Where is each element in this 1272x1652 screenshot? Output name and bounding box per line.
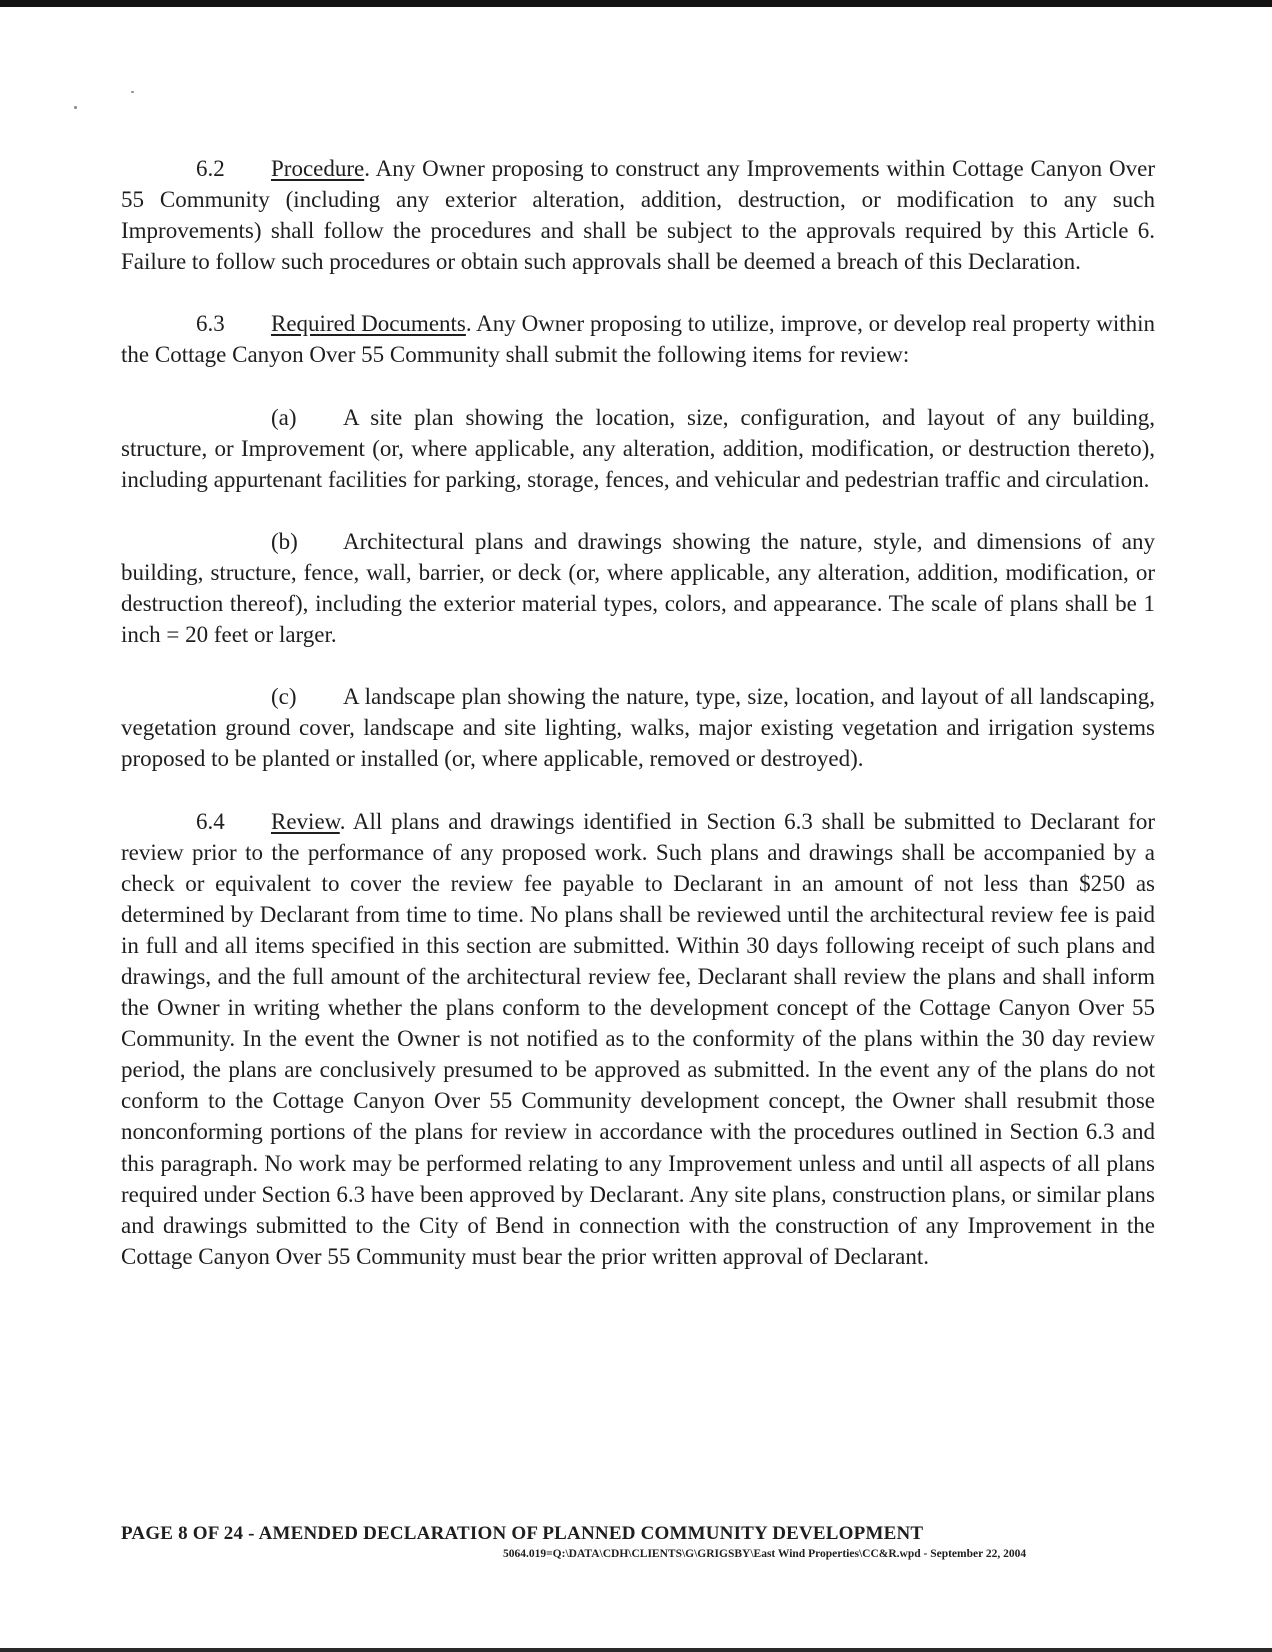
item-letter: (a)	[271, 404, 297, 430]
section-number: 6.4	[196, 808, 225, 834]
item-b	[121, 526, 1155, 650]
footer-file-path: 5064.019=Q:\DATA\CDH\CLIENTS\G\GRIGSBY\East Wind Properties\CC&R.wpd - September 22, 2004	[503, 1548, 1027, 1560]
item-a	[121, 402, 1155, 495]
footer-title: PAGE 8 OF 24 - AMENDED DECLARATION OF PLANNED COMMUNITY DEVELOPMENT	[121, 1523, 924, 1544]
page-footer	[121, 1523, 1161, 1560]
item-text: Architectural plans and drawings showing the nature, style, and dimensions of any building, structure, fence, wall, barrier, or deck (or, where applicable, any alteration, addition, modification, or destruction thereof), including the exterior material types, colors, and appearance. The scale of plans shall be 1 inch = 20 feet or larger.	[121, 528, 1155, 648]
item-c	[121, 681, 1155, 774]
section-text: . Any Owner proposing to construct any Improvements within Cottage Canyon Over 55 Community (including any exterior alteration, addition, destruction, or modification to any such Improvements) shall follow the procedures and shall be subject to the approvals required by this Article 6. Failure to follow such procedures or obtain such approvals shall be deemed a breach of this Declaration.	[121, 156, 1155, 275]
item-text: A site plan showing the location, size, configuration, and layout of any building, structure, or Improvement (or, where applicable, any alteration, addition, modification, or destruction thereto), including appurtenant facilities for parking, storage, fences, and vehicular and pedestrian traffic and circulation.	[121, 404, 1155, 492]
section-number: 6.2	[196, 156, 225, 181]
section-heading: Review	[271, 808, 340, 834]
scan-top-border	[0, 0, 1272, 7]
item-letter: (c)	[271, 684, 297, 710]
section-heading: Procedure	[271, 156, 365, 181]
section-number: 6.3	[196, 311, 225, 337]
section-6-2	[121, 153, 1155, 277]
section-6-3	[121, 308, 1155, 370]
section-6-4	[121, 806, 1155, 1272]
scan-speck	[131, 91, 134, 93]
section-heading: Required Documents	[271, 311, 466, 337]
document-body	[121, 153, 1155, 1303]
scan-bottom-border	[0, 1648, 1272, 1652]
scan-speck	[74, 106, 77, 109]
item-letter: (b)	[271, 528, 298, 554]
item-text: A landscape plan showing the nature, type, size, location, and layout of all landscaping, vegetation ground cover, landscape and site lighting, walks, major existing vegetation and irrigation systems proposed to be planted or installed (or, where applicable, removed or destroyed).	[121, 684, 1155, 772]
section-text: . All plans and drawings identified in Section 6.3 shall be submitted to Declarant for review prior to the performance of any proposed work. Such plans and drawings shall be accompanied by a check or equivalent to cover the review fee payable to Declarant in an amount of not less than $250 as determined by Declarant from time to time. No plans shall be reviewed until the architectural review fee is paid in full and all items specified in this section are submitted. Within 30 days following receipt of such plans and drawings, and the full amount of the architectural review fee, Declarant shall review the plans and shall inform the Owner in writing whether the plans conform to the development concept of the Cottage Canyon Over 55 Community. In the event the Owner is not notified as to the conformity of the plans within the 30 day review period, the plans are conclusively presumed to be approved as submitted. In the event any of the plans do not conform to the Cottage Canyon Over 55 Community development concept, the Owner shall resubmit those nonconforming portions of the plans for review in accordance with the procedures outlined in Section 6.3 and this paragraph. No work may be performed relating to any Improvement unless and until all aspects of all plans required under Section 6.3 have been approved by Declarant. Any site plans, construction plans, or similar plans and drawings submitted to the City of Bend in connection with the construction of any Improvement in the Cottage Canyon Over 55 Community must bear the prior written approval of Declarant.	[121, 808, 1155, 1269]
section-text: . Any Owner proposing to utilize, improve, or develop real property within the Cottage Canyon Over 55 Community shall submit the following items for review:	[121, 311, 1155, 368]
